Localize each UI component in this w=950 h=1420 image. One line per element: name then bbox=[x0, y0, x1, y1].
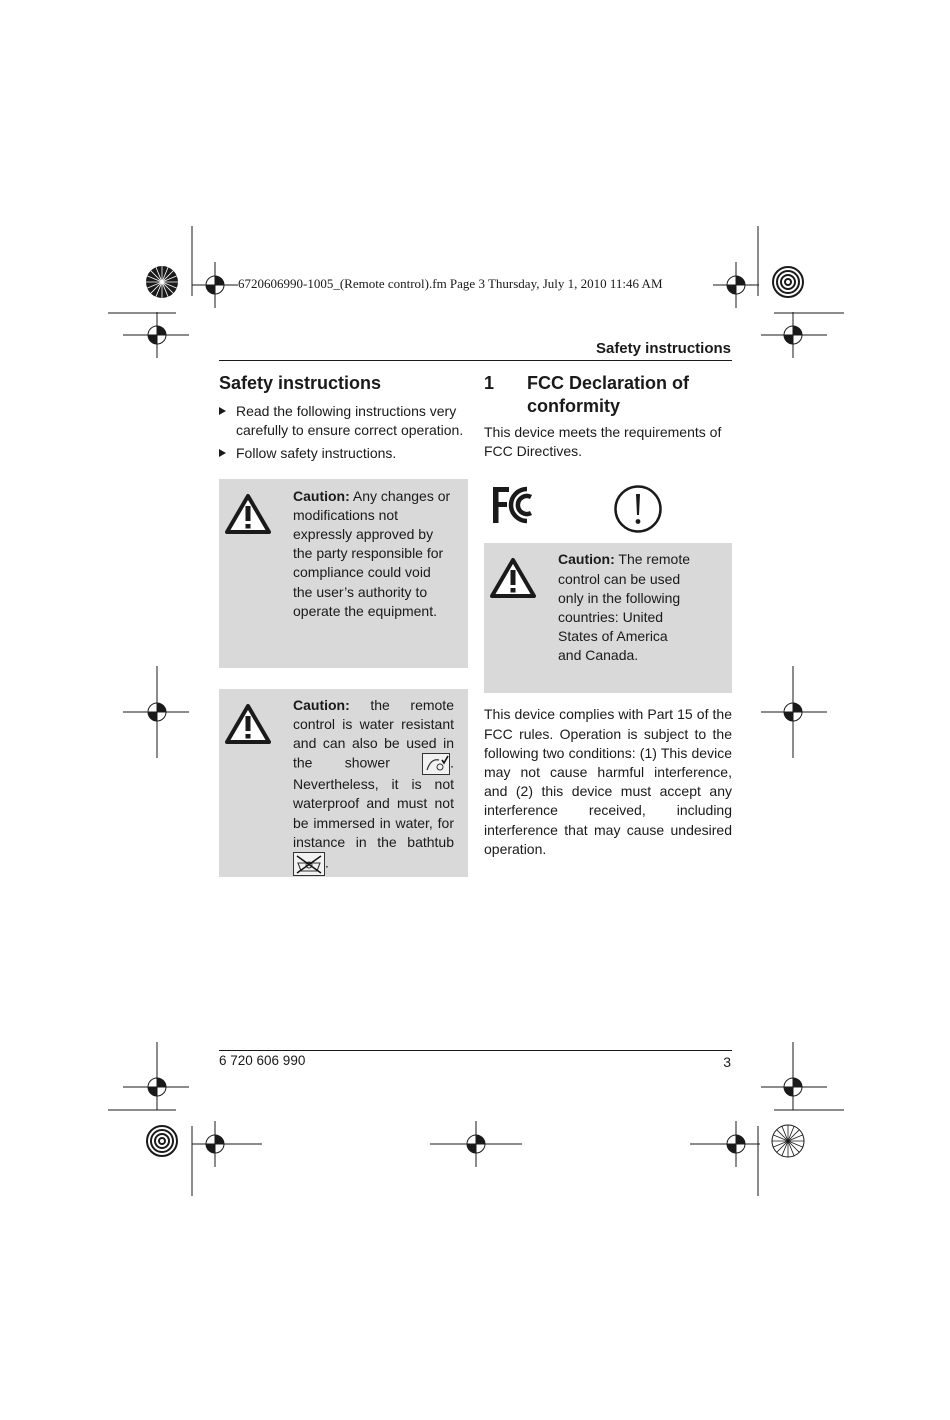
caution-box-modifications bbox=[219, 479, 468, 668]
list-item: Follow safety instructions. bbox=[219, 444, 468, 463]
registration-mark-icon bbox=[123, 666, 189, 758]
header-rule bbox=[219, 360, 732, 361]
registration-mark-icon bbox=[430, 1121, 522, 1167]
footer-rule bbox=[219, 1050, 732, 1051]
exclamation-circle-icon bbox=[613, 484, 663, 534]
list-item: Read the following instructions very carefully to ensure correct operation. bbox=[219, 402, 468, 440]
print-info: 6720606990-1005_(Remote control).fm Page 3 Thursday, July 1, 2010 11:46 AM bbox=[238, 276, 663, 291]
shower-allowed-icon bbox=[422, 753, 450, 775]
caution-text: Caution: The remote control can be used only in the following countries: United States of America and Canada. bbox=[558, 551, 690, 664]
page-number: 3 bbox=[723, 1054, 731, 1070]
registration-mark-icon bbox=[713, 262, 759, 308]
star-target-icon bbox=[771, 1124, 805, 1158]
bullet-arrow-icon bbox=[219, 449, 226, 457]
warning-triangle-icon bbox=[225, 493, 271, 535]
warning-triangle-icon bbox=[225, 703, 271, 745]
registration-mark-icon bbox=[192, 262, 238, 308]
caution-box-water bbox=[219, 689, 468, 877]
caution-text: Caution: the remote control is water resistant and can also be used in the shower . Nevertheless, it is not waterproof and must not be immersed in water, for instance in the bathtub . bbox=[293, 696, 454, 876]
warning-triangle-icon bbox=[490, 557, 536, 599]
bullet-arrow-icon bbox=[219, 407, 226, 415]
registration-mark-icon bbox=[192, 1121, 262, 1167]
concentric-target-icon bbox=[771, 265, 805, 299]
running-head: Safety instructions bbox=[595, 340, 731, 357]
fcc-logo-icon bbox=[491, 485, 539, 525]
section-heading bbox=[484, 372, 732, 418]
registration-mark-icon bbox=[690, 1121, 760, 1167]
section-number: 1 bbox=[484, 373, 495, 393]
caution-label: Caution: bbox=[293, 487, 350, 504]
compliance-text: This device complies with Part 15 of the FCC rules. Operation is subject to the following two conditions: (1) This device may not cause harmful interference, and (2) this device must accept any interference received, including interference that may cause undesired operation. bbox=[484, 706, 732, 857]
intro-text: This device meets the requirements of FCC Directives. bbox=[484, 424, 722, 460]
star-target-icon bbox=[145, 265, 179, 299]
instruction-list bbox=[219, 402, 468, 464]
registration-mark-icon bbox=[761, 666, 827, 758]
left-column bbox=[219, 372, 468, 877]
symbol-row bbox=[484, 480, 732, 538]
concentric-target-icon bbox=[145, 1124, 179, 1158]
bathtub-prohibited-icon bbox=[293, 852, 325, 876]
caution-text: Caution: Any changes or modifications not expressly approved by the party responsible for compliance could void the user’s authority to operate the equipment. bbox=[293, 487, 451, 619]
document-number: 6 720 606 990 bbox=[219, 1053, 306, 1068]
section-title: FCC Declaration of conformity bbox=[527, 373, 690, 416]
registration-mark-icon bbox=[761, 312, 827, 358]
section-title: Safety instructions bbox=[219, 373, 382, 393]
registration-mark-icon bbox=[761, 1042, 827, 1110]
registration-mark-icon bbox=[123, 312, 189, 358]
registration-mark-icon bbox=[123, 1042, 189, 1110]
caution-box-countries bbox=[484, 543, 732, 693]
caution-label: Caution: bbox=[293, 696, 350, 713]
right-column bbox=[484, 372, 732, 859]
caution-label: Caution: bbox=[558, 551, 615, 568]
